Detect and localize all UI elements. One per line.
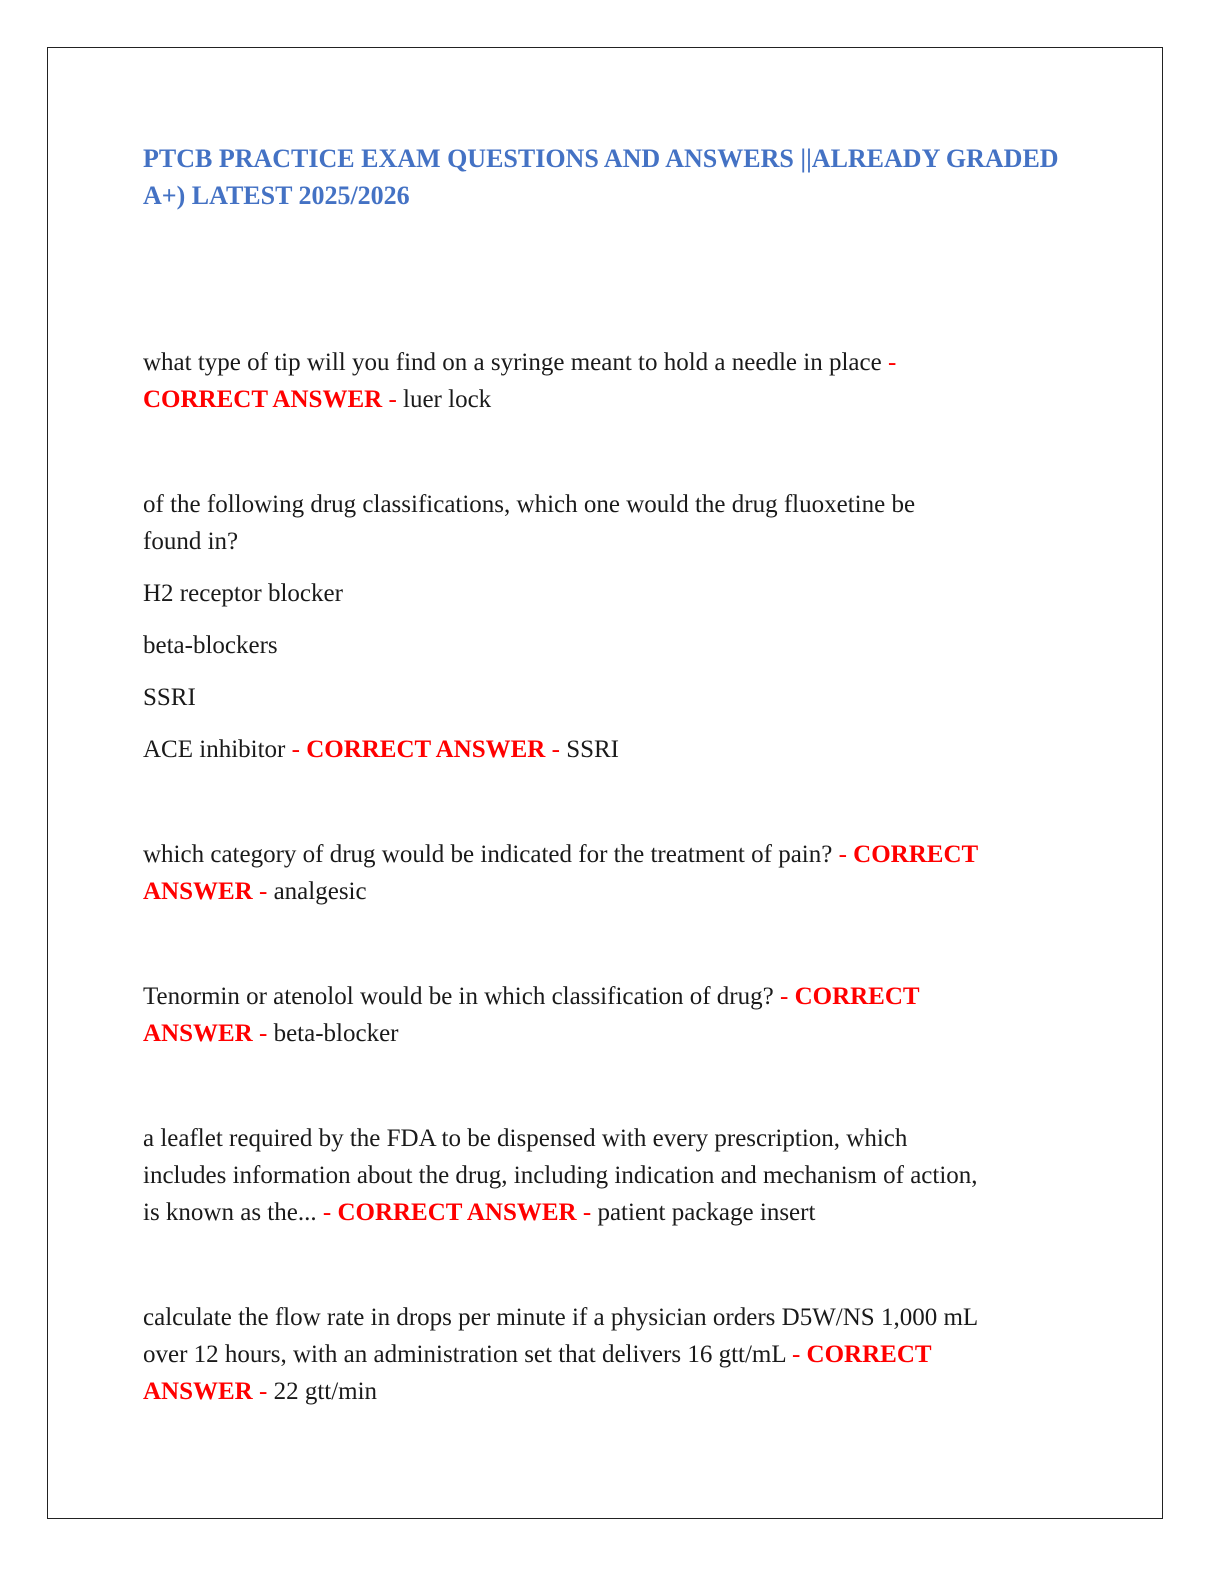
dash: - [838,841,847,868]
qa-item-3 [143,836,1083,910]
dash: - [551,736,560,763]
qa-item-5 [143,1120,1083,1231]
correct-answer-label: ANSWER [143,1378,253,1405]
correct-answer-label: ANSWER [143,1020,253,1047]
document-content [143,140,1083,1410]
correct-answer-label: CORRECT ANSWER [337,1199,577,1226]
correct-answer-label: CORRECT [806,1341,932,1368]
option-item: H2 receptor blocker [143,580,343,607]
document-title: PTCB PRACTICE EXAM QUESTIONS AND ANSWERS ||ALREADY GRADED A+) LATEST 2025/2026 [143,144,1059,210]
correct-answer-label: ANSWER [143,878,253,905]
dash: - [779,983,789,1010]
dash: - [887,349,897,376]
question-text: Tenormin or atenolol would be in which classification of drug? [143,983,774,1010]
answer-text: luer lock [403,386,492,413]
qa-item-1 [143,344,1083,418]
question-text: of the following drug classifications, which one would the drug fluoxetine be [143,491,916,518]
qa-item-2 [143,486,1083,560]
dash: - [291,736,300,763]
answer-text: beta-blocker [273,1020,399,1047]
dash: - [259,1378,268,1405]
qa-item-4 [143,978,1083,1052]
answer-text: SSRI [566,736,620,763]
question-text: what type of tip will you find on a syringe meant to hold a needle in place [143,349,882,376]
qa-item-6 [143,1299,1083,1410]
dash: - [259,878,268,905]
question-text: which category of drug would be indicated for the treatment of pain? [143,841,833,868]
dash: - [259,1020,268,1047]
answer-text: analgesic [273,878,367,905]
dash: - [388,386,397,413]
question-text: includes information about the drug, including indication and mechanism of action, [143,1162,978,1189]
dash: - [322,1199,332,1226]
answer-text: 22 gtt/min [273,1378,378,1405]
question-text: calculate the flow rate in drops per minute if a physician orders D5W/NS 1,000 mL [143,1304,979,1331]
correct-answer-label: CORRECT [794,983,920,1010]
answer-text: patient package insert [597,1199,816,1226]
option-item: SSRI [143,684,196,711]
question-text: over 12 hours, with an administration set that delivers 16 gtt/mL [143,1341,786,1368]
option-item: beta-blockers [143,632,278,659]
correct-answer-label: CORRECT ANSWER [306,736,546,763]
question-text: is known as the... [143,1199,317,1226]
option-item-with-answer [143,731,1083,768]
correct-answer-label: CORRECT ANSWER [143,386,383,413]
option-text: ACE inhibitor [143,736,286,763]
question-text: found in? [143,528,239,555]
correct-answer-label: CORRECT [853,841,979,868]
question-text: a leaflet required by the FDA to be dispensed with every prescription, which [143,1125,908,1152]
dash: - [791,1341,801,1368]
dash: - [582,1199,592,1226]
